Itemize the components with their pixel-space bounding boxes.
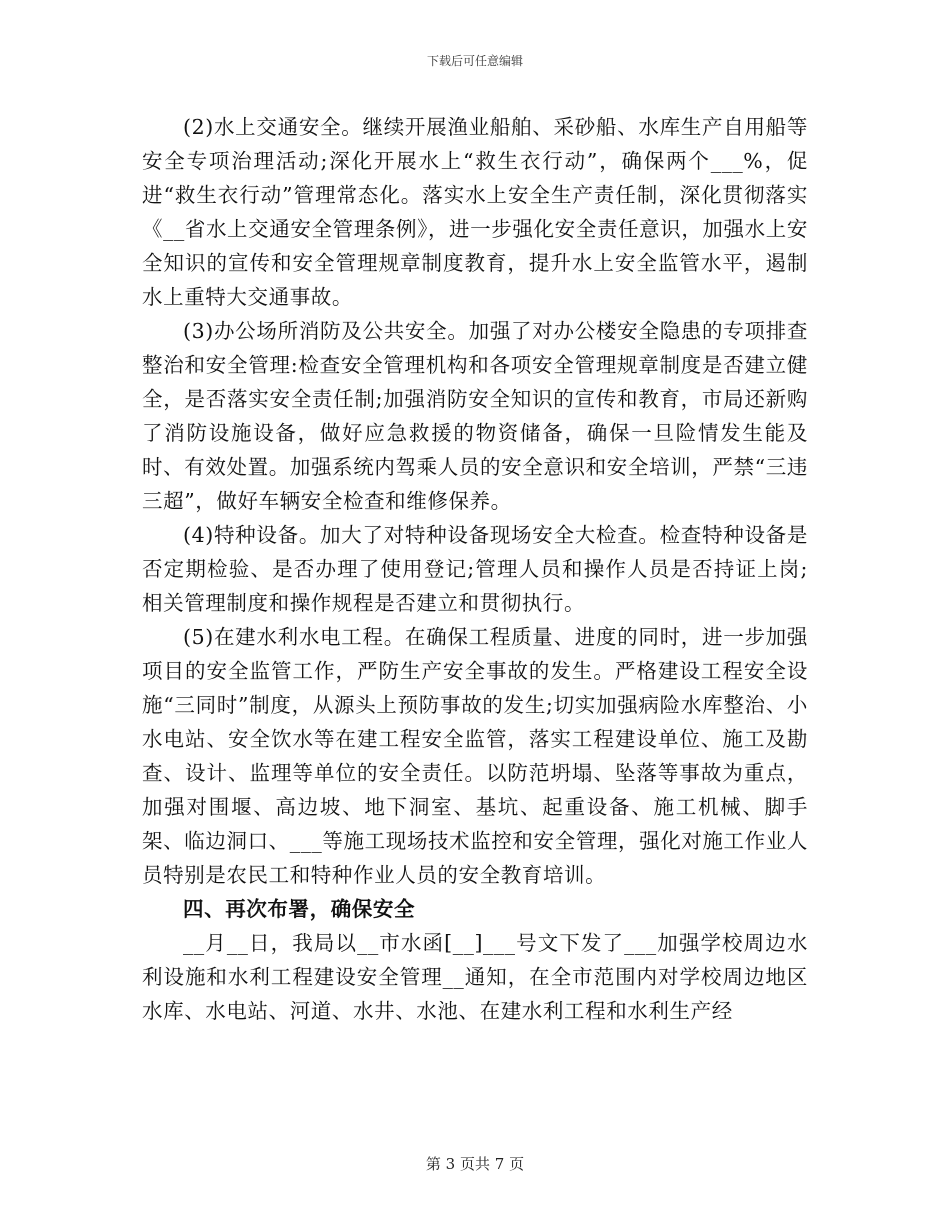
paragraph-office-fire-safety: (3)办公场所消防及公共安全。加强了对办公楼安全隐患的专项排查整治和安全管理:检查安全管理机构和各项安全管理规章制度是否建立健全，是否落实安全责任制;加强消防安全知识的宣传和教育，市局还新购了消防设施设备，做好应急救援的物资储备，确保一旦险情发生能及时、有效处置。加强系统内驾乘人员的安全意识和安全培训，严禁“三违三超”，做好车辆安全检查和维修保养。 xyxy=(142,319,808,513)
document-body xyxy=(142,110,808,1028)
page-number: 第 3 页共 7 页 xyxy=(425,1155,525,1173)
paragraph-special-equipment: (4)特种设备。加大了对特种设备现场安全大检查。检查特种设备是否定期检验、是否办理了使用登记;管理人员和操作人员是否持证上岗;相关管理制度和操作规程是否建立和贯彻执行。 xyxy=(142,523,808,615)
page-header: 下载后可任意编辑 xyxy=(426,54,523,68)
paragraph-water-traffic-safety: (2)水上交通安全。继续开展渔业船舶、采砂船、水库生产自用船等安全专项治理活动;深化开展水上“救生衣行动”，确保两个___%，促进“救生衣行动”管理常态化。落实水上安全生产责任制，深化贯彻落实《__省水上交通安全管理条例》，进一步强化安全责任意识，加强水上安全知识的宣传和安全管理规章制度教育，提升水上安全监管水平，遏制水上重特大交通事故。 xyxy=(142,115,808,309)
section-heading: 四、再次布署，确保安全 xyxy=(183,897,416,921)
paragraph-hydropower-projects: (5)在建水利水电工程。在确保工程质量、进度的同时，进一步加强项目的安全监管工作，严防生产安全事故的发生。严格建设工程安全设施“三同时”制度，从源头上预防事故的发生;切实加强病险水库整治、小水电站、安全饮水等在建工程安全监管，落实工程建设单位、施工及勘查、设计、监理等单位的安全责任。以防范坍塌、坠落等事故为重点，加强对围堰、高边坡、地下洞室、基坑、起重设备、施工机械、脚手架、临边洞口、___等施工现场技术监控和安全管理，强化对施工作业人员特别是农民工和特种作业人员的安全教育培训。 xyxy=(142,625,808,887)
paragraph-redeployment: __月__日，我局以__市水函[__]___号文下发了___加强学校周边水利设施和水利工程建设安全管理__通知，在全市范围内对学校周边地区水库、水电站、河道、水井、水池、在建水利工程和水利生产经 xyxy=(142,931,808,1023)
